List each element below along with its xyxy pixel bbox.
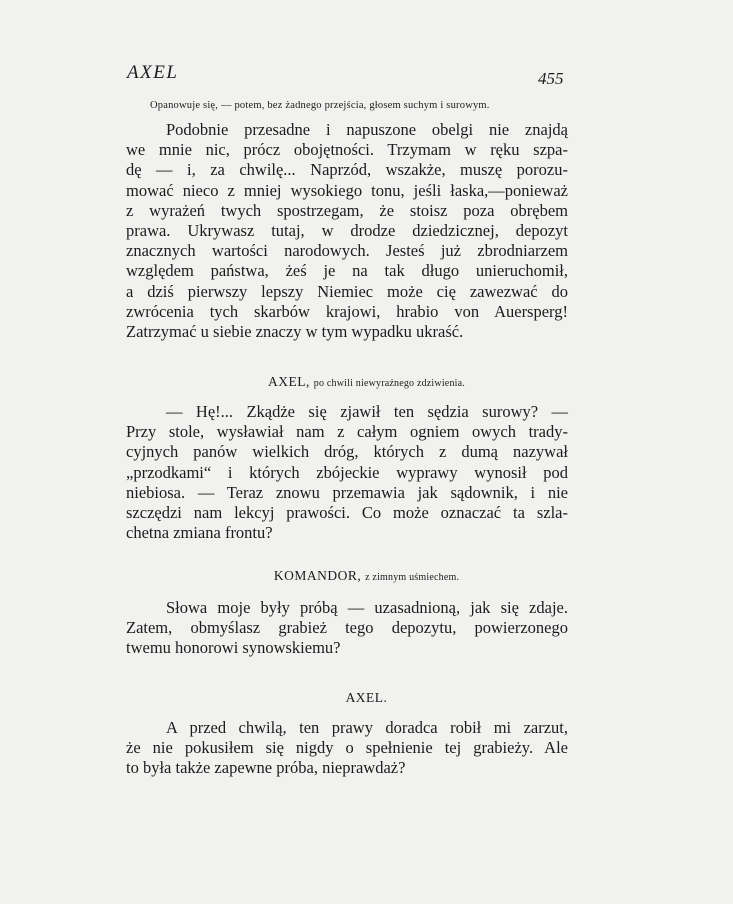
speaker-direction: z zimnym uśmiechem. (365, 572, 460, 583)
speaker-name: AXEL. (345, 690, 388, 705)
text-line: cyjnych panów wielkich dróg, których z dumą nazywał (126, 442, 568, 462)
text-line: Słowa moje były próbą — uzasadnioną, jak się zdaje. (166, 598, 568, 617)
text-line: a dziś pierwszy lepszy Niemiec może cię zawezwać do (126, 281, 568, 301)
text-line: że nie pokusiłem się nigdy o spełnienie tej grabieży. Ale (126, 738, 568, 758)
text-line: z wyrażeń twych spostrzegam, że stoisz poza obrębem (126, 200, 568, 220)
speech-paragraph-komandor (126, 120, 568, 342)
text-line: Podobnie przesadne i napuszone obelgi nie znajdą (166, 120, 568, 139)
page-number: 455 (538, 69, 564, 88)
text-line: to była także zapewne próba, nieprawdaż? (126, 758, 406, 778)
running-head: AXEL (127, 62, 179, 83)
text-line: dę — i, za chwilę... Naprzód, wszakże, muszę porozu- (126, 160, 568, 180)
text-line: szczędzi nam lekcyj prawości. Co może oznaczać ta szla- (126, 502, 568, 522)
speech-paragraph-axel (126, 402, 568, 543)
text-line: — Hę!... Zkądże się zjawił ten sędzia surowy? — (166, 402, 568, 421)
text-line: twemu honorowi synowskiemu? (126, 638, 341, 658)
text-line: zwrócenia tych skarbów krajowi, hrabio von Auersperg! (126, 301, 568, 321)
text-line: Zatem, obmyślasz grabież tego depozytu, powierzonego (126, 618, 568, 638)
text-line: Zatrzymać u siebie znaczy w tym wypadku ukraść. (126, 321, 464, 341)
text-line: chetna zmiana frontu? (126, 523, 273, 543)
text-line: „przodkami“ i których zbójeckie wyprawy wynosił pod (126, 462, 568, 482)
speaker-name: KOMANDOR, (273, 568, 362, 583)
speech-paragraph-axel (126, 718, 568, 779)
text-line: prawa. Ukrywasz tutaj, w drodze dziedzicznej, depozyt (126, 220, 568, 240)
speech-paragraph-komandor (126, 598, 568, 659)
text-line: znacznych wartości narodowych. Jesteś już zbrodniarzem (126, 241, 568, 261)
text-line: mować nieco z mniej wysokiego tonu, jeśli łaska,—ponieważ (126, 180, 568, 200)
text-line: niebiosa. — Teraz znowu przemawia jak sądownik, i nie (126, 482, 568, 502)
speaker-heading-komandor (0, 568, 733, 584)
text-line: we mnie nic, prócz obojętności. Trzymam w ręku szpa- (126, 140, 568, 160)
speaker-heading-axel (0, 690, 733, 706)
speaker-direction: po chwili niewyraźnego zdziwienia. (313, 378, 465, 389)
stage-direction: Opanowuje się, — potem, bez żadnego przejścia, głosem suchym i surowym. (150, 100, 490, 111)
text-line: A przed chwilą, ten prawy doradca robił mi zarzut, (166, 718, 568, 737)
text-line: względem państwa, żeś je na tak długo unieruchomił, (126, 261, 568, 281)
text-line: Przy stole, wysławiał nam z całym ogniem owych trady- (126, 422, 568, 442)
speaker-heading-axel (0, 374, 733, 390)
speaker-name: AXEL, (268, 374, 310, 389)
